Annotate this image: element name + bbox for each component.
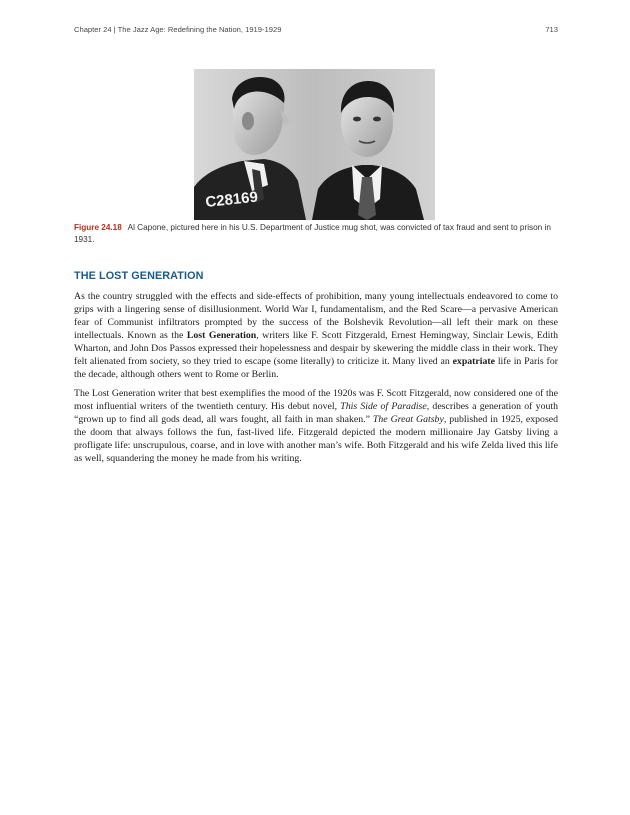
paragraph-text: , writers like F. Scott Fitzgerald, Ernest Hemingway, Sinclair Lewis, Edith Wharton, and John Dos Passos expressed their hopelessness and despair by skewering the middle class in their work. They felt alienated from society, so they tried to escape (some literally) to criticize it. Many lived an xyxy=(74,330,558,367)
figure-label: Figure 24.18 xyxy=(74,223,122,232)
paragraph-1 xyxy=(74,290,558,381)
book-title-this-side-of-paradise: This Side of Paradise xyxy=(340,401,427,412)
paragraph-text: As the country struggled with the effects and side-effects of prohibition, many young intellectuals endeavored to come to grips with a lingering sense of disillusionment. World War I, fundamentalism, and the Red Scare—a pervasive American fear of Communist infiltrators prompted by the success of the Bolshevik Revolution—all left their mark on these intellectuals. Known as the xyxy=(74,291,558,341)
page-number: 713 xyxy=(545,25,558,34)
capone-mugshot-photo xyxy=(194,69,435,220)
paragraph-text: , describes a generation of youth “grown up to find all gods dead, all wars fought, all faith in man shaken.” xyxy=(74,401,558,425)
section-heading: THE LOST GENERATION xyxy=(74,270,204,282)
mugshot-illustration xyxy=(194,69,435,220)
paragraph-text: The Lost Generation writer that best exemplifies the mood of the 1920s was F. Scott Fitzgerald, now considered one of the most influential writers of the twentieth century. His debut novel, xyxy=(74,388,558,412)
figure-caption xyxy=(74,222,558,245)
paragraph-text: life in Paris for the decade, although others went to Rome or Berlin. xyxy=(74,356,558,380)
figure-caption-text: Al Capone, pictured here in his U.S. Department of Justice mug shot, was convicted of tax fraud and sent to prison in 1931. xyxy=(74,223,551,244)
book-title-the-great-gatsby: The Great Gatsby xyxy=(372,414,444,425)
key-term-expatriate: expatriate xyxy=(452,356,496,367)
paragraph-text: , published in 1925, exposed the doom that always follows the fun, fast-lived life. Fitzgerald depicted the modern millionaire Jay Gatsby living a profligate life: unscrupulous, coarse, and in love with another man’s wife. Both Fitzgerald and his wife Zelda lived this life as well, squandering the money he made from his writing. xyxy=(74,414,559,464)
paragraph-2 xyxy=(74,387,558,465)
chapter-title: Chapter 24 | The Jazz Age: Redefining the Nation, 1919-1929 xyxy=(74,25,282,34)
body-text xyxy=(74,290,558,471)
key-term-lost-generation: Lost Generation xyxy=(186,330,257,341)
placard-number: C28169 xyxy=(204,188,259,211)
running-head xyxy=(74,25,558,34)
